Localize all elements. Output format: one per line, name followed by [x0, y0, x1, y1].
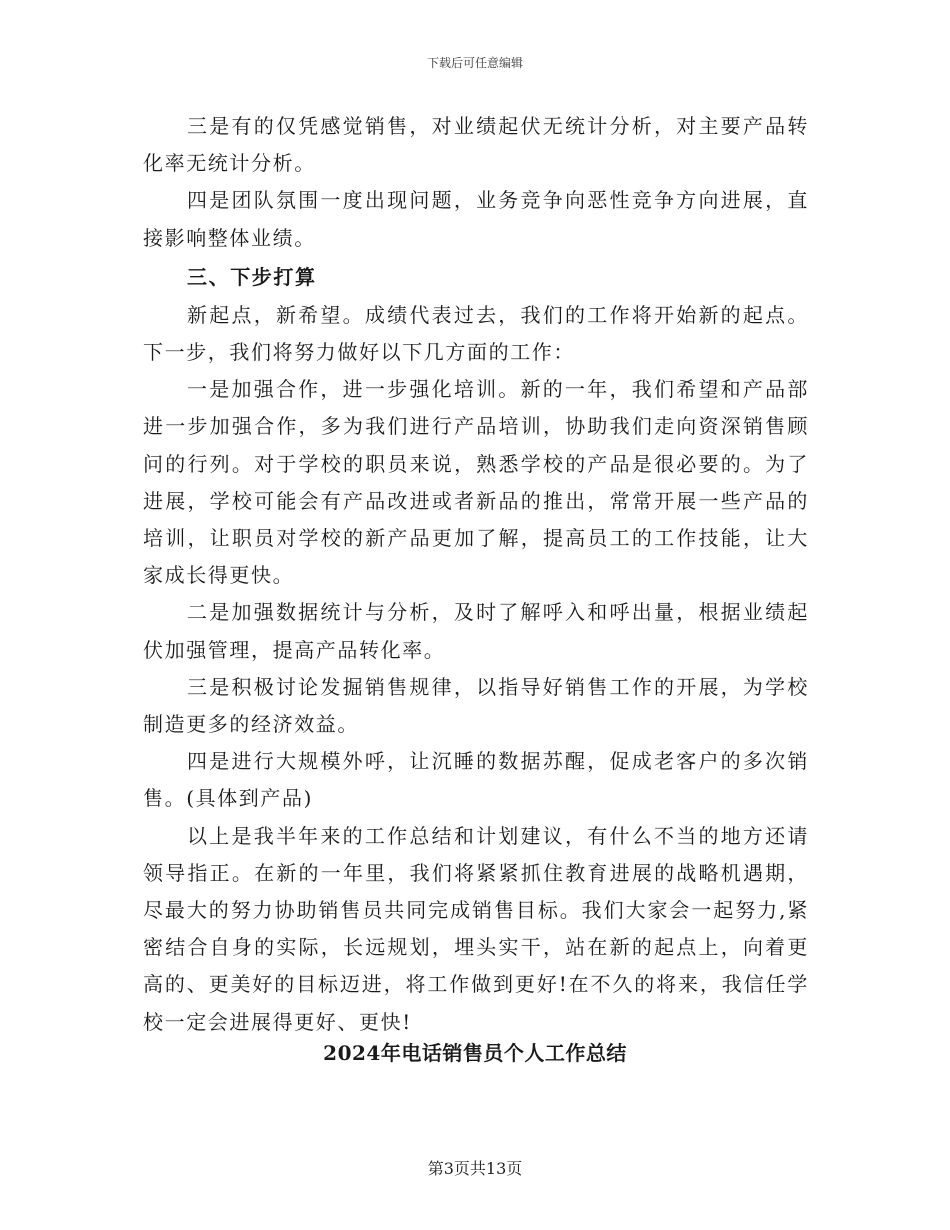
document-body	[143, 108, 809, 1041]
section-heading: 三、下步打算	[187, 264, 317, 289]
paragraph: 三是有的仅凭感觉销售，对业绩起伏无统计分析，对主要产品转化率无统计分析。	[143, 114, 809, 176]
paragraph: 新起点，新希望。成绩代表过去，我们的工作将开始新的起点。下一步，我们将努力做好以下几方面的工作：	[143, 302, 809, 365]
next-document-title: 2024年电话销售员个人工作总结	[323, 1041, 627, 1065]
paragraph: 三是积极讨论发掘销售规律，以指导好销售工作的开展，为学校制造更多的经济效益。	[143, 674, 809, 737]
paragraph: 四是团队氛围一度出现问题，业务竞争向恶性竞争方向进展，直接影响整体业绩。	[143, 188, 809, 250]
paragraph: 四是进行大规模外呼，让沉睡的数据苏醒，促成老客户的多次销售。(具体到产品)	[143, 749, 809, 811]
header-note: 下载后可任意编辑	[426, 56, 523, 70]
paragraph: 一是加强合作，进一步强化培训。新的一年，我们希望和产品部进一步加强合作，多为我们进行产品培训，协助我们走向资深销售顾问的行列。对于学校的职员来说，熟悉学校的产品是很必要的。为了进展，学校可能会有产品改进或者新品的推出，常常开展一些产品的培训，让职员对学校的新产品更加了解，提高员工的工作技能，让大家成长得更快。	[143, 377, 809, 588]
page-number: 第3页共13页	[427, 1159, 523, 1178]
paragraph: 以上是我半年来的工作总结和计划建议，有什么不当的地方还请领导指正。在新的一年里，我们将紧紧抓住教育进展的战略机遇期，尽最大的努力协助销售员共同完成销售目标。我们大家会一起努力,紧密结合自身的实际，长远规划，埋头实干，站在新的起点上，向着更高的、更美好的目标迈进，将工作做到更好!在不久的将来，我信任学校一定会进展得更好、更快!	[143, 823, 809, 1034]
paragraph: 二是加强数据统计与分析，及时了解呼入和呼出量，根据业绩起伏加强管理，提高产品转化率。	[143, 600, 809, 662]
